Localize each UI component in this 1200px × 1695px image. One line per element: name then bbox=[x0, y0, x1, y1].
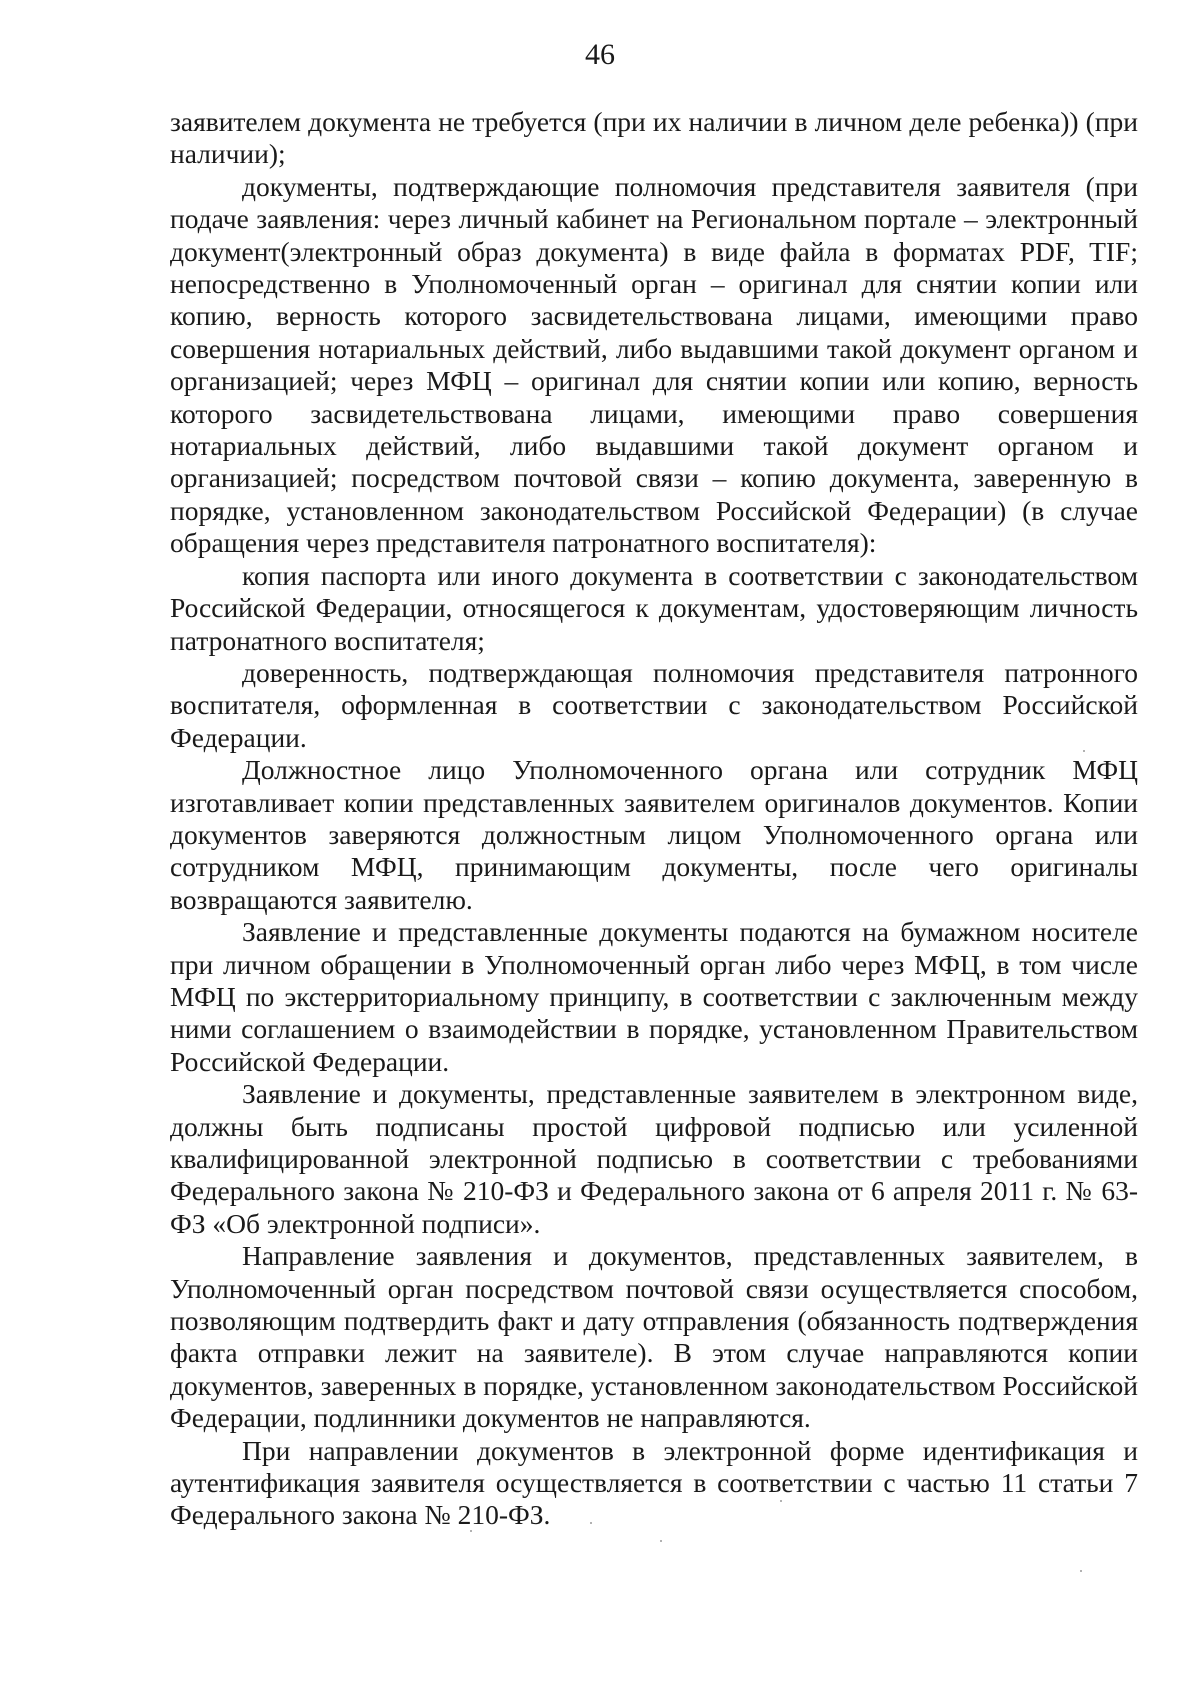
scan-speck bbox=[470, 1530, 472, 1532]
scan-speck bbox=[1080, 1570, 1082, 1572]
scan-speck bbox=[660, 1540, 662, 1542]
paragraph: документы, подтверждающие полномочия представителя заявителя (при подаче заявления: через личный кабинет на Региональном портале – электронный документ(электронный образ документа) в виде файла в форматах PDF, TIF; непосредственно в Уполномоченный орган – оригинал для снятии копии или копию, верность которого засвидетельствована лицами, имеющими право совершения нотариальных действий, либо выдавшими такой документ органом и организацией; через МФЦ – оригинал для снятии копии или копию, верность которого засвидетельствована лицами, имеющими право совершения нотариальных действий, либо выдавшими такой документ органом и организацией; посредством почтовой связи – копию документа, заверенную в порядке, установленном законодательством Российской Федерации) (в случае обращения через представителя патронатного воспитателя): bbox=[170, 170, 1138, 559]
paragraph: Заявление и документы, представленные заявителем в электронном виде, должны быть подписаны простой цифровой подписью или усиленной квалифицированной электронной подписью в соответствии с требованиями Федерального закона № 210-ФЗ и Федерального закона от 6 апреля 2011 г. № 63-ФЗ «Об электронной подписи». bbox=[170, 1078, 1138, 1239]
paragraph: заявителем документа не требуется (при их наличии в личном деле ребенка)) (при наличии); bbox=[170, 106, 1138, 170]
paragraph: Заявление и представленные документы подаются на бумажном носителе при личном обращении в Уполномоченный орган либо через МФЦ, в том числе МФЦ по экстерриториальному принципу, в соответствии с заключенным между ними соглашением о взаимодействии в порядке, установленном Правительством Российской Федерации. bbox=[170, 916, 1138, 1077]
scan-speck bbox=[780, 1500, 782, 1502]
paragraph: доверенность, подтверждающая полномочия представителя патронного воспитателя, оформленная в соответствии с законодательством Российской Федерации. bbox=[170, 656, 1138, 753]
scan-speck bbox=[590, 1522, 592, 1524]
scan-speck bbox=[1083, 750, 1085, 752]
paragraph: При направлении документов в электронной форме идентификация и аутентификация заявителя осуществляется в соответствии с частью 11 статьи 7 Федерального закона № 210-ФЗ. bbox=[170, 1434, 1138, 1531]
document-body bbox=[170, 106, 1138, 1532]
paragraph: Должностное лицо Уполномоченного органа или сотрудник МФЦ изготавливает копии представленных заявителем оригиналов документов. Копии документов заверяются должностным лицом Уполномоченного органа или сотрудником МФЦ, принимающим документы, после чего оригиналы возвращаются заявителю. bbox=[170, 754, 1138, 915]
paragraph: Направление заявления и документов, представленных заявителем, в Уполномоченный орган посредством почтовой связи осуществляется способом, позволяющим подтвердить факт и дату отправления (обязанность подтверждения факта отправки лежит на заявителе). В этом случае направляются копии документов, заверенных в порядке, установленном законодательством Российской Федерации, подлинники документов не направляются. bbox=[170, 1240, 1138, 1434]
paragraph: копия паспорта или иного документа в соответствии с законодательством Российской Федерации, относящегося к документам, удостоверяющим личность патронатного воспитателя; bbox=[170, 559, 1138, 656]
page-number: 46 bbox=[585, 38, 615, 71]
